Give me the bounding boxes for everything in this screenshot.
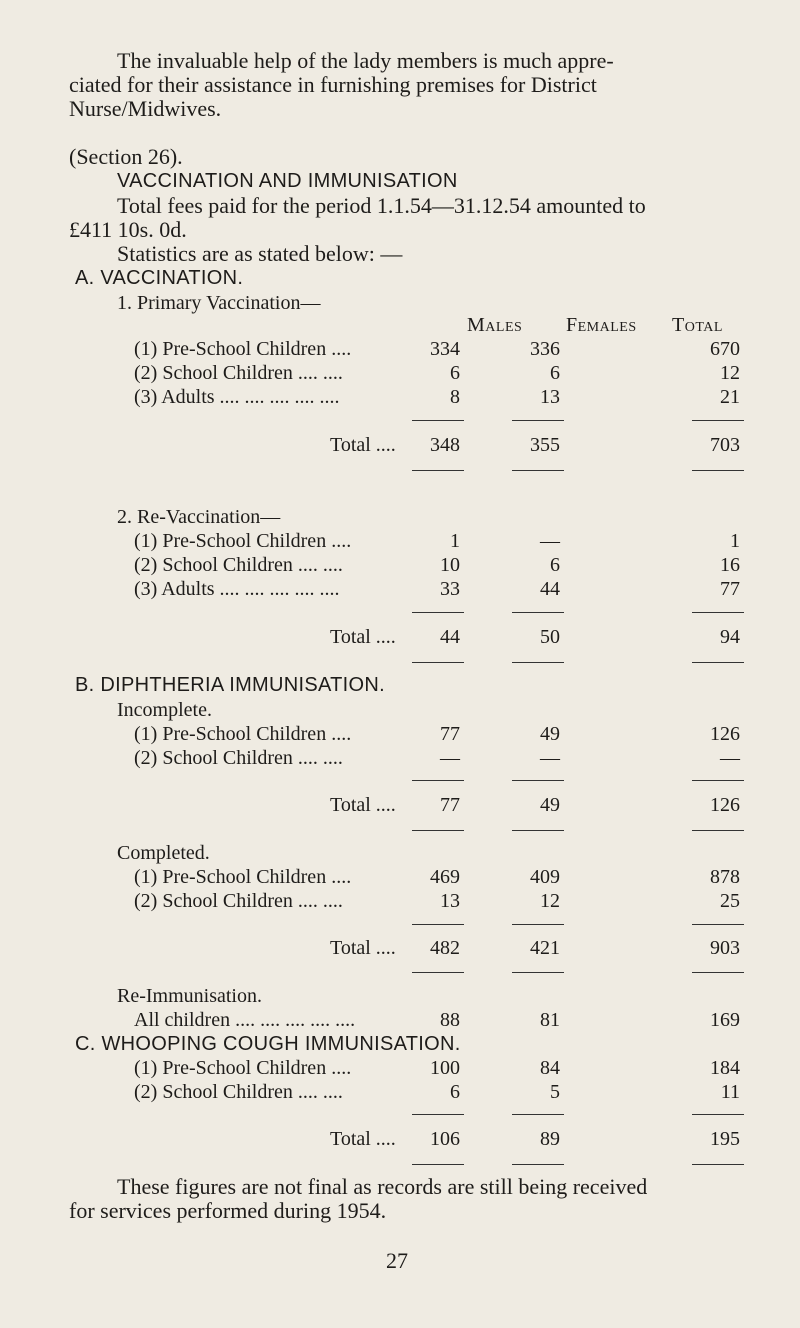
section-ref: (Section 26). (69, 144, 183, 169)
sum-rule (512, 830, 564, 831)
sum-rule (692, 470, 744, 471)
grand-total: 195 (710, 1128, 740, 1150)
sum-rule (412, 662, 464, 663)
females-value: 6 (550, 362, 560, 384)
row-label: (1) Pre-School Children .... (134, 530, 352, 552)
males-value: 13 (440, 890, 460, 912)
females-value: 336 (530, 338, 560, 360)
sum-rule (412, 470, 464, 471)
males-value: 469 (430, 866, 460, 888)
females-total: 50 (540, 626, 560, 648)
sum-rule (512, 420, 564, 421)
total-label: Total .... (330, 434, 396, 456)
re-vaccination-label: 2. Re-Vaccination— (117, 506, 281, 528)
grand-total: 903 (710, 937, 740, 959)
females-value: 409 (530, 866, 560, 888)
sum-rule (412, 1164, 464, 1165)
sum-rule (692, 830, 744, 831)
females-total: 49 (540, 794, 560, 816)
row-label: (1) Pre-School Children .... (134, 338, 352, 360)
males-value: 33 (440, 578, 460, 600)
total-value: 25 (720, 890, 740, 912)
males-value: 10 (440, 554, 460, 576)
total-value: 126 (710, 723, 740, 745)
sum-rule (412, 972, 464, 973)
sum-rule (412, 830, 464, 831)
males-total: 106 (430, 1128, 460, 1150)
sum-rule (512, 780, 564, 781)
males-value: 6 (450, 362, 460, 384)
females-value: 81 (540, 1009, 560, 1031)
sum-rule (512, 612, 564, 613)
fees-line-2: £411 10s. 0d. (69, 217, 187, 242)
sum-rule (412, 1114, 464, 1115)
total-value: 878 (710, 866, 740, 888)
row-label: (2) School Children .... .... (134, 890, 343, 912)
column-header-total: Total (672, 314, 723, 336)
column-header-males: Males (467, 314, 523, 336)
sum-rule (692, 972, 744, 973)
stats-intro: Statistics are as stated below: — (117, 241, 403, 266)
sum-rule (512, 924, 564, 925)
females-value: 13 (540, 386, 560, 408)
footer-line-1: These figures are not final as records are still being received (117, 1174, 648, 1199)
total-value: 21 (720, 386, 740, 408)
males-total: 482 (430, 937, 460, 959)
males-value: 6 (450, 1081, 460, 1103)
fees-line-1: Total fees paid for the period 1.1.54—31.12.54 amounted to (117, 193, 646, 218)
column-header-females: Females (566, 314, 637, 336)
females-value: — (540, 747, 560, 769)
males-total: 44 (440, 626, 460, 648)
total-label: Total .... (330, 937, 396, 959)
row-label: (2) School Children .... .... (134, 554, 343, 576)
females-total: 421 (530, 937, 560, 959)
section-b-heading: B. DIPHTHERIA IMMUNISATION. (75, 674, 385, 696)
males-total: 77 (440, 794, 460, 816)
grand-total: 94 (720, 626, 740, 648)
total-value: 169 (710, 1009, 740, 1031)
sum-rule (692, 924, 744, 925)
grand-total: 703 (710, 434, 740, 456)
females-value: 84 (540, 1057, 560, 1079)
males-value: 8 (450, 386, 460, 408)
total-label: Total .... (330, 1128, 396, 1150)
row-label: (3) Adults .... .... .... .... .... (134, 578, 340, 600)
section-title: VACCINATION AND IMMUNISATION (117, 170, 458, 192)
sum-rule (692, 662, 744, 663)
sum-rule (412, 420, 464, 421)
sum-rule (412, 780, 464, 781)
total-value: — (720, 747, 740, 769)
females-value: 6 (550, 554, 560, 576)
sum-rule (512, 662, 564, 663)
row-label: (3) Adults .... .... .... .... .... (134, 386, 340, 408)
total-value: 1 (730, 530, 740, 552)
incomplete-label: Incomplete. (117, 699, 212, 721)
females-total: 355 (530, 434, 560, 456)
sum-rule (512, 1114, 564, 1115)
section-c-heading: C. WHOOPING COUGH IMMUNISATION. (75, 1033, 461, 1055)
re-immunisation-label: Re-Immunisation. (117, 985, 262, 1007)
intro-line-2: ciated for their assistance in furnishing premises for District (69, 72, 597, 97)
sum-rule (512, 470, 564, 471)
sum-rule (692, 420, 744, 421)
intro-line-1: The invaluable help of the lady members is much appre- (117, 48, 614, 73)
row-label: (2) School Children .... .... (134, 747, 343, 769)
males-value: 88 (440, 1009, 460, 1031)
row-label: (2) School Children .... .... (134, 362, 343, 384)
sum-rule (692, 780, 744, 781)
completed-label: Completed. (117, 842, 210, 864)
sum-rule (512, 1164, 564, 1165)
males-value: 334 (430, 338, 460, 360)
footer-line-2: for services performed during 1954. (69, 1198, 387, 1223)
sum-rule (692, 1114, 744, 1115)
row-label: (2) School Children .... .... (134, 1081, 343, 1103)
males-value: 77 (440, 723, 460, 745)
females-value: 49 (540, 723, 560, 745)
row-label: (1) Pre-School Children .... (134, 866, 352, 888)
intro-line-3: Nurse/Midwives. (69, 96, 222, 121)
total-value: 12 (720, 362, 740, 384)
sum-rule (692, 1164, 744, 1165)
row-label: (1) Pre-School Children .... (134, 723, 352, 745)
sum-rule (512, 972, 564, 973)
females-total: 89 (540, 1128, 560, 1150)
page-number: 27 (386, 1248, 408, 1273)
males-value: 100 (430, 1057, 460, 1079)
section-a-heading: A. VACCINATION. (75, 267, 244, 289)
row-label: All children .... .... .... .... .... (134, 1009, 356, 1031)
total-value: 16 (720, 554, 740, 576)
total-label: Total .... (330, 626, 396, 648)
sum-rule (412, 924, 464, 925)
females-value: 44 (540, 578, 560, 600)
total-value: 11 (720, 1081, 740, 1103)
grand-total: 126 (710, 794, 740, 816)
males-total: 348 (430, 434, 460, 456)
females-value: — (540, 530, 560, 552)
males-value: 1 (450, 530, 460, 552)
total-label: Total .... (330, 794, 396, 816)
sum-rule (692, 612, 744, 613)
primary-vaccination-label: 1. Primary Vaccination— (117, 292, 321, 314)
row-label: (1) Pre-School Children .... (134, 1057, 352, 1079)
females-value: 5 (550, 1081, 560, 1103)
total-value: 77 (720, 578, 740, 600)
males-value: — (440, 747, 460, 769)
total-value: 184 (710, 1057, 740, 1079)
total-value: 670 (710, 338, 740, 360)
females-value: 12 (540, 890, 560, 912)
sum-rule (412, 612, 464, 613)
